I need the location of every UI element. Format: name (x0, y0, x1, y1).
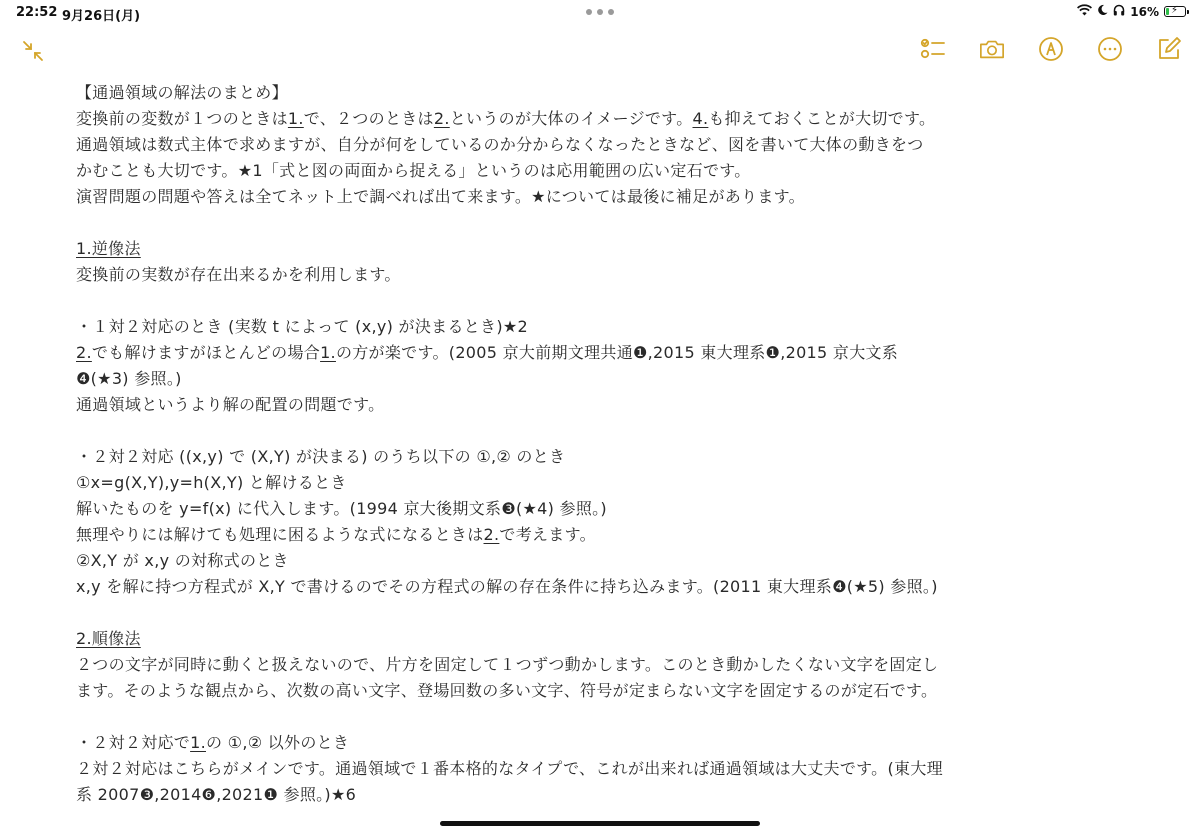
case-2-title: ・２対２対応 ((x,y) で (X,Y) が決まる) のうち以下の ①,② のとき (76, 447, 566, 466)
ref-link: 2. (433, 109, 450, 128)
case-text: の ①,② 以外のとき (205, 733, 350, 752)
case-text: の方が楽です。(2005 京大前期文理共通❶,2015 東大理系❶,2015 京大文系 (335, 343, 899, 362)
section-1-desc: 変換前の実数が存在出来るかを利用します。 (76, 265, 401, 284)
section-2-line-2: ます。そのような観点から、次数の高い文字、登場回数の多い文字、符号が定まらない文字を固定するのが定石です。 (76, 681, 938, 700)
section-1-heading (76, 236, 1086, 262)
multitask-dots-icon[interactable] (586, 9, 614, 15)
case-text: 無理やりには解けても処理に困るような式になるときは (76, 525, 484, 544)
wifi-icon (1077, 4, 1092, 19)
section-heading-text: 2.順像法 (76, 629, 141, 648)
case-2-line-3 (76, 522, 1086, 548)
ref-link: 1. (320, 343, 336, 362)
section-heading-text: 1.逆像法 (76, 239, 141, 258)
ref-link: 2. (483, 525, 500, 544)
intro-text: 変換前の変数が１つのときは (76, 109, 288, 128)
blank-line (76, 418, 1086, 444)
blank-line (76, 600, 1086, 626)
case-text: ・２対２対応で (76, 733, 191, 752)
intro-line-1 (76, 106, 1086, 132)
markup-pen-icon[interactable] (1038, 36, 1064, 62)
intro-line-3: かむことも大切です。★1「式と図の両面から捉える」というのは応用範囲の広い定石です。 (76, 161, 751, 180)
headphones-icon (1113, 4, 1125, 19)
intro-line-4: 演習問題の問題や答えは全てネット上で調べれば出て来ます。★については最後に補足があります。 (76, 187, 805, 206)
case-1-line-1 (76, 340, 1086, 366)
note-title: 【通過領域の解法のまとめ】 (76, 83, 288, 102)
section-2-heading (76, 626, 1086, 652)
status-indicators (1077, 4, 1186, 19)
moon-icon (1097, 4, 1108, 19)
ref-link: 1. (287, 109, 304, 128)
compose-icon[interactable] (1156, 36, 1182, 62)
ref-link: 1. (190, 733, 206, 752)
case-text: で考えます。 (499, 525, 596, 544)
checklist-icon[interactable] (920, 36, 946, 62)
case-2-line-1: ①x=g(X,Y),y=h(X,Y) と解けるとき (76, 473, 347, 492)
case-text: でも解けますがほとんどの場合 (91, 343, 321, 362)
status-date: 9月26日(月) (62, 9, 141, 24)
section-2-line-3: ２対２対応はこちらがメインです。通過領域で１番本格的なタイプで、これが出来れば通過領域は大丈夫です。(東大理 (76, 759, 943, 778)
blank-line (76, 704, 1086, 730)
camera-icon[interactable] (979, 36, 1005, 62)
blank-line (76, 210, 1086, 236)
section-2-line-1: ２つの文字が同時に動くと扱えないので、片方を固定して１つずつ動かします。このとき動かしたくない文字を固定し (76, 655, 939, 674)
more-ellipsis-icon[interactable] (1097, 36, 1123, 62)
section-2-case-title (76, 730, 1086, 756)
ref-link: 4. (692, 109, 709, 128)
note-body[interactable] (76, 80, 1086, 808)
intro-text: も抑えておくことが大切です。 (708, 109, 936, 128)
case-2-line-4: ②X,Y が x,y の対称式のとき (76, 551, 289, 570)
status-time: 22:52 (16, 5, 58, 20)
ref-link: 2. (76, 343, 92, 362)
section-2-line-4: 系 2007❸,2014❻,2021❶ 参照。)★6 (76, 785, 357, 804)
intro-text: で、２つのときは (303, 109, 434, 128)
battery-icon (1164, 6, 1186, 17)
home-indicator[interactable] (440, 821, 760, 826)
battery-level-fill (1166, 8, 1169, 15)
blank-line (76, 288, 1086, 314)
status-bar (0, 0, 1200, 26)
case-1-line-2: ❹(★3) 参照。) (76, 369, 182, 388)
toolbar-right (920, 36, 1182, 62)
battery-percent: 16% (1130, 4, 1159, 19)
case-2-line-2: 解いたものを y=f(x) に代入します。(1994 京大後期文系❸(★4) 参照。) (76, 499, 607, 518)
intro-text: というのが大体のイメージです。 (449, 109, 693, 128)
charging-bolt-icon: ⚡ (1171, 5, 1179, 16)
case-1-title: ・１対２対応のとき (実数 t によって (x,y) が決まるとき)★2 (76, 317, 529, 336)
case-1-line-3: 通過領域というより解の配置の問題です。 (76, 395, 385, 414)
case-2-line-5: x,y を解に持つ方程式が X,Y で書けるのでその方程式の解の存在条件に持ち込みます。(2011 東大理系❹(★5) 参照。) (76, 577, 938, 596)
toolbar-left (20, 38, 46, 64)
intro-line-2: 通過領域は数式主体で求めますが、自分が何をしているのか分からなくなったときなど、図を書いて大体の動きをつ (76, 135, 924, 154)
collapse-arrows-icon[interactable] (20, 38, 46, 64)
